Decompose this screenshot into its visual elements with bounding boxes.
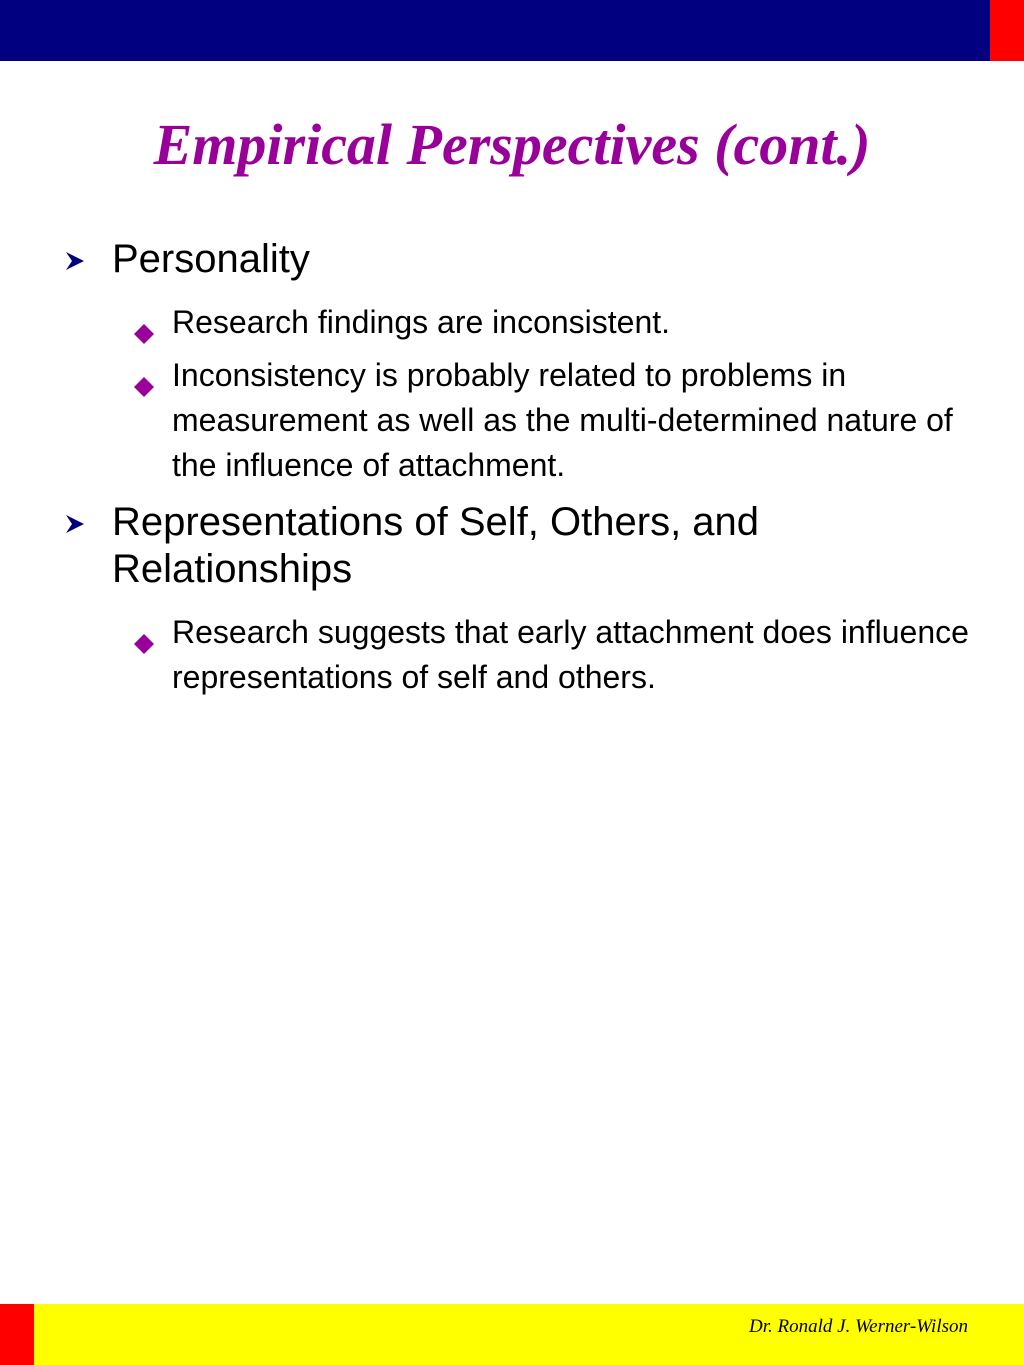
bullet-text: Representations of Self, Others, and Relationships bbox=[112, 500, 760, 591]
arrowhead-bullet-icon bbox=[60, 499, 94, 546]
subbullet-research-suggests bbox=[111, 610, 970, 700]
subbullet-text: Research suggests that early attachment does influence representations of self and others. bbox=[172, 614, 969, 695]
author-footer: Dr. Ronald J. Werner-Wilson bbox=[749, 1316, 968, 1337]
diamond-bullet-icon bbox=[133, 365, 155, 387]
bullet-representations bbox=[60, 499, 970, 593]
bottom-corner-accent bbox=[0, 1304, 34, 1365]
subbullet-inconsistency bbox=[111, 353, 970, 488]
bullet-text: Personality bbox=[112, 237, 310, 281]
arrowhead-bullet-icon bbox=[60, 236, 94, 283]
top-corner-accent bbox=[990, 0, 1024, 61]
slide-body bbox=[60, 236, 970, 700]
diamond-bullet-icon bbox=[133, 312, 155, 334]
subbullet-findings bbox=[111, 300, 970, 345]
bullet-personality bbox=[60, 236, 970, 283]
subbullet-text: Inconsistency is probably related to problems in measurement as well as the multi-determined nature of the influence of attachment. bbox=[172, 357, 953, 483]
subbullet-text: Research findings are inconsistent. bbox=[172, 304, 671, 340]
diamond-bullet-icon bbox=[133, 622, 155, 644]
slide-title: Empirical Perspectives (cont.) bbox=[153, 112, 871, 177]
top-banner bbox=[0, 0, 1024, 61]
